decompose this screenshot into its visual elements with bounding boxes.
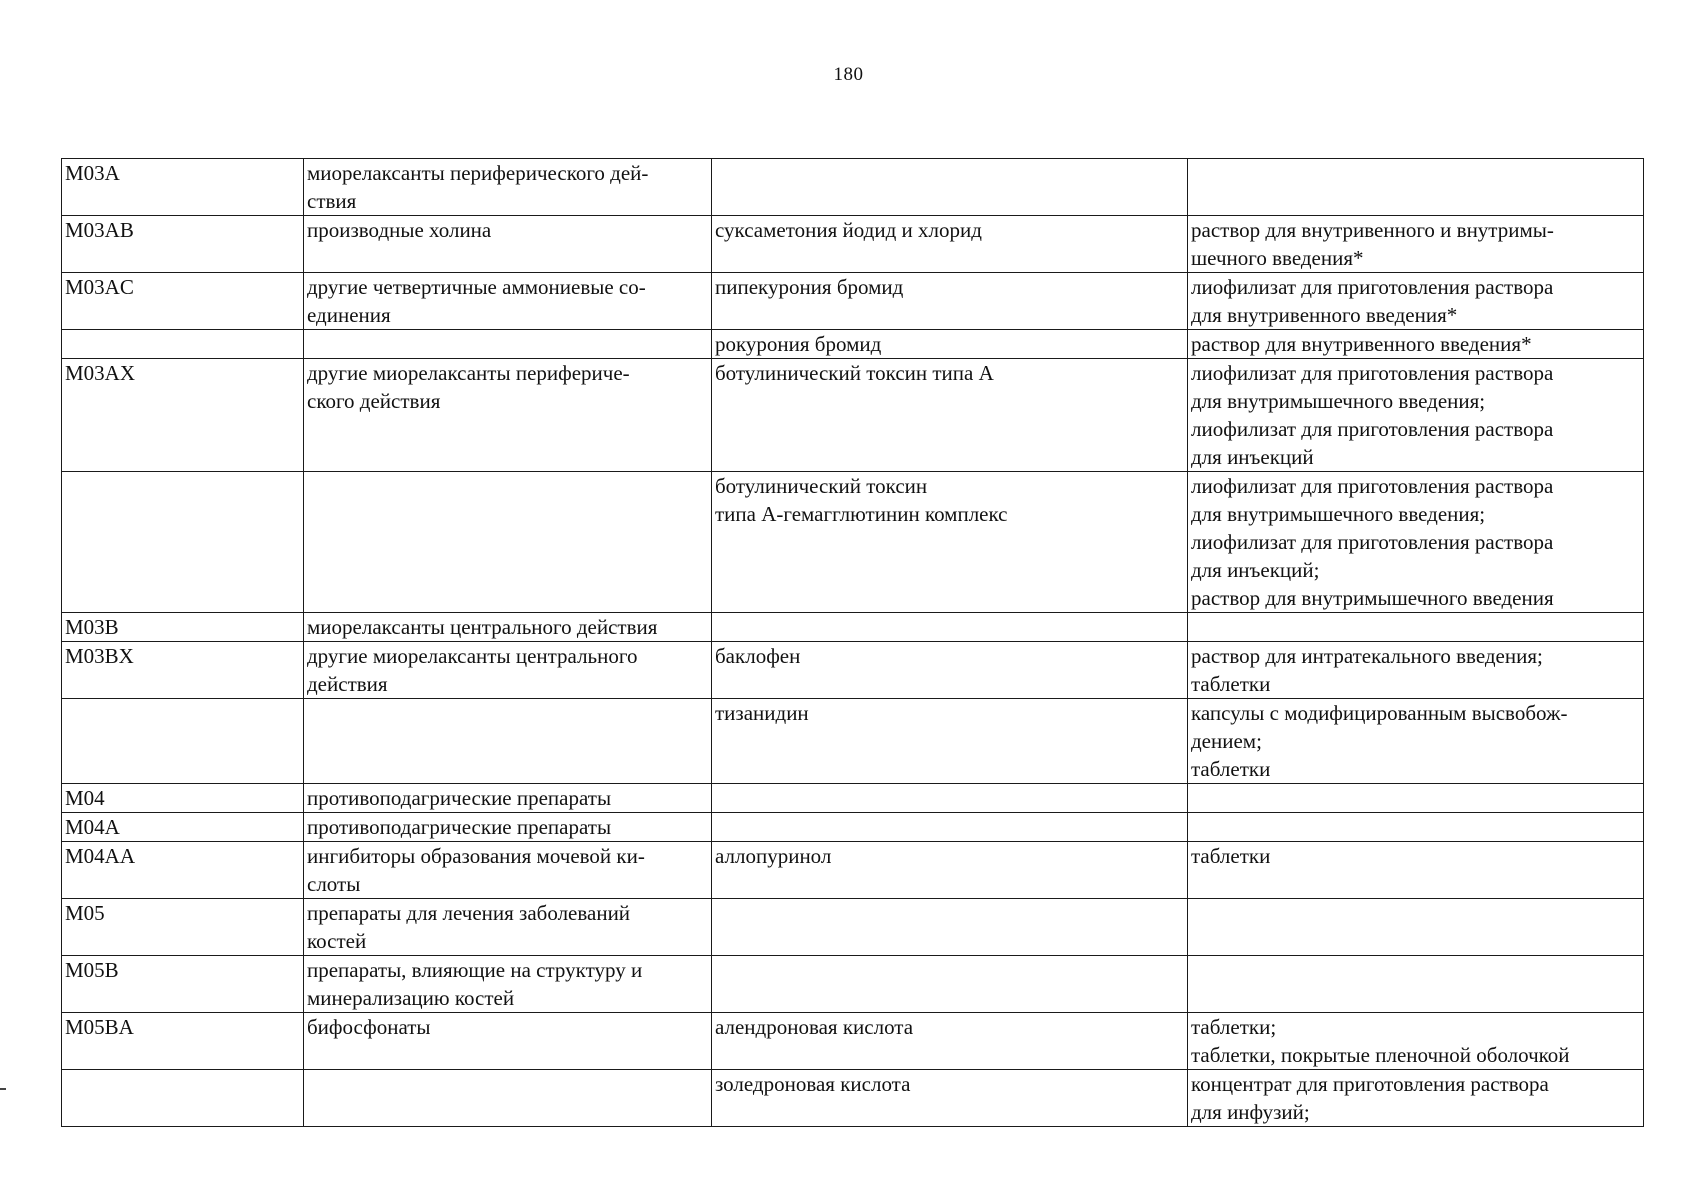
atc-code-cell	[62, 472, 304, 613]
dosage-form-line: таблетки;	[1191, 1015, 1277, 1039]
dosage-form-line: капсулы с модифицированным высвобож-	[1191, 701, 1568, 725]
group-name-line: противоподагрические препараты	[307, 815, 612, 839]
dosage-form-line: раствор для внутривенного введения*	[1191, 332, 1532, 356]
group-name-cell	[304, 642, 712, 699]
dosage-form-cell	[1188, 699, 1644, 784]
scan-edge-mark	[0, 1088, 6, 1090]
group-name-cell	[304, 842, 712, 899]
dosage-form-cell	[1188, 330, 1644, 359]
dosage-form-cell	[1188, 1070, 1644, 1127]
table-row	[62, 472, 1644, 613]
drug-name-cell	[712, 472, 1188, 613]
group-name-line: ского действия	[307, 389, 441, 413]
page-number: 180	[833, 64, 864, 85]
atc-code-cell: M03AB	[62, 216, 304, 273]
dosage-form-line: для внутримышечного введения;	[1191, 502, 1486, 526]
dosage-form-line: для внутримышечного введения;	[1191, 389, 1486, 413]
drug-name-line: ботулинический токсин типа А	[715, 361, 994, 385]
table-row	[62, 1070, 1644, 1127]
dosage-form-cell	[1188, 472, 1644, 613]
atc-code-cell	[62, 1070, 304, 1127]
dosage-form-cell	[1188, 899, 1644, 956]
group-name-line: препараты, влияющие на структуру и	[307, 958, 643, 982]
atc-code-cell: M05B	[62, 956, 304, 1013]
atc-code-cell: M05BA	[62, 1013, 304, 1070]
drug-classification-table	[61, 158, 1644, 1127]
group-name-cell	[304, 359, 712, 472]
drug-name-line: рокурония бромид	[715, 332, 882, 356]
group-name-cell	[304, 472, 712, 613]
atc-code-cell: M03BX	[62, 642, 304, 699]
group-name-cell	[304, 1013, 712, 1070]
group-name-line: действия	[307, 672, 388, 696]
atc-code-cell: M04AA	[62, 842, 304, 899]
atc-code-cell: M03AX	[62, 359, 304, 472]
dosage-form-line: шечного введения*	[1191, 246, 1364, 270]
dosage-form-cell	[1188, 613, 1644, 642]
atc-code-cell	[62, 699, 304, 784]
group-name-cell	[304, 216, 712, 273]
dosage-form-cell	[1188, 159, 1644, 216]
drug-name-cell	[712, 784, 1188, 813]
group-name-cell	[304, 784, 712, 813]
dosage-form-line: лиофилизат для приготовления раствора	[1191, 417, 1554, 441]
dosage-form-line: для инъекций;	[1191, 558, 1320, 582]
atc-code-cell: M04A	[62, 813, 304, 842]
table-row	[62, 699, 1644, 784]
dosage-form-line: дением;	[1191, 729, 1262, 753]
dosage-form-line: раствор для внутривенного и внутримы-	[1191, 218, 1554, 242]
group-name-line: костей	[307, 929, 367, 953]
group-name-line: производные холина	[307, 218, 492, 242]
drug-name-line: пипекурония бромид	[715, 275, 904, 299]
group-name-cell	[304, 273, 712, 330]
drug-name-line: типа А-гемагглютинин комплекс	[715, 502, 1008, 526]
drug-name-cell	[712, 813, 1188, 842]
drug-name-line: золедроновая кислота	[715, 1072, 911, 1096]
dosage-form-line: таблетки	[1191, 844, 1271, 868]
group-name-cell	[304, 1070, 712, 1127]
drug-name-cell	[712, 842, 1188, 899]
group-name-line: другие четвертичные аммониевые со-	[307, 275, 646, 299]
atc-code-cell: M04	[62, 784, 304, 813]
drug-name-cell	[712, 956, 1188, 1013]
group-name-line: препараты для лечения заболеваний	[307, 901, 631, 925]
dosage-form-cell	[1188, 273, 1644, 330]
table-row	[62, 330, 1644, 359]
drug-name-cell	[712, 216, 1188, 273]
table-row	[62, 642, 1644, 699]
atc-code-cell: M03AC	[62, 273, 304, 330]
table-row	[62, 216, 1644, 273]
drug-name-line: тизанидин	[715, 701, 809, 725]
group-name-line: противоподагрические препараты	[307, 786, 612, 810]
dosage-form-line: лиофилизат для приготовления раствора	[1191, 530, 1554, 554]
drug-name-cell	[712, 1013, 1188, 1070]
group-name-line: слоты	[307, 872, 361, 896]
group-name-line: миорелаксанты периферического дей-	[307, 161, 649, 185]
group-name-line: миорелаксанты центрального действия	[307, 615, 658, 639]
dosage-form-cell	[1188, 216, 1644, 273]
drug-name-cell	[712, 159, 1188, 216]
group-name-cell	[304, 330, 712, 359]
group-name-line: единения	[307, 303, 391, 327]
group-name-cell	[304, 813, 712, 842]
dosage-form-cell	[1188, 359, 1644, 472]
drug-name-cell	[712, 642, 1188, 699]
atc-code-cell: M03B	[62, 613, 304, 642]
dosage-form-line: для инфузий;	[1191, 1100, 1310, 1124]
drug-name-cell	[712, 699, 1188, 784]
drug-name-line: баклофен	[715, 644, 801, 668]
group-name-line: ингибиторы образования мочевой ки-	[307, 844, 645, 868]
atc-code-cell	[62, 330, 304, 359]
group-name-cell	[304, 159, 712, 216]
dosage-form-line: для внутривенного введения*	[1191, 303, 1458, 327]
atc-code-cell: M05	[62, 899, 304, 956]
dosage-form-line: лиофилизат для приготовления раствора	[1191, 361, 1554, 385]
group-name-line: другие миорелаксанты центрального	[307, 644, 638, 668]
table-row	[62, 613, 1644, 642]
group-name-cell	[304, 613, 712, 642]
table-row	[62, 956, 1644, 1013]
dosage-form-cell	[1188, 813, 1644, 842]
dosage-form-line: раствор для интратекального введения;	[1191, 644, 1543, 668]
table-row	[62, 359, 1644, 472]
dosage-form-line: таблетки	[1191, 672, 1271, 696]
group-name-line: минерализацию костей	[307, 986, 515, 1010]
drug-name-line: ботулинический токсин	[715, 474, 928, 498]
group-name-line: ствия	[307, 189, 357, 213]
drug-name-cell	[712, 359, 1188, 472]
group-name-cell	[304, 956, 712, 1013]
drug-name-cell	[712, 899, 1188, 956]
drug-name-cell	[712, 1070, 1188, 1127]
table-row	[62, 813, 1644, 842]
atc-code-cell: M03A	[62, 159, 304, 216]
dosage-form-cell	[1188, 642, 1644, 699]
table-row	[62, 1013, 1644, 1070]
table-row	[62, 273, 1644, 330]
table-body	[62, 159, 1644, 1127]
dosage-form-line: лиофилизат для приготовления раствора	[1191, 275, 1554, 299]
dosage-form-cell	[1188, 1013, 1644, 1070]
table-row	[62, 784, 1644, 813]
group-name-cell	[304, 699, 712, 784]
dosage-form-line: таблетки, покрытые пленочной оболочкой	[1191, 1043, 1570, 1067]
drug-name-cell	[712, 613, 1188, 642]
dosage-form-cell	[1188, 842, 1644, 899]
table-row	[62, 899, 1644, 956]
dosage-form-cell	[1188, 784, 1644, 813]
group-name-line: бифосфонаты	[307, 1015, 431, 1039]
drug-name-line: суксаметония йодид и хлорид	[715, 218, 982, 242]
dosage-form-line: для инъекций	[1191, 445, 1314, 469]
group-name-line: другие миорелаксанты периферичe-	[307, 361, 630, 385]
drug-name-line: аллопуринол	[715, 844, 832, 868]
dosage-form-line: концентрат для приготовления раствора	[1191, 1072, 1549, 1096]
table-row	[62, 159, 1644, 216]
table-row	[62, 842, 1644, 899]
group-name-cell	[304, 899, 712, 956]
drug-name-line: алендроновая кислота	[715, 1015, 914, 1039]
drug-name-cell	[712, 330, 1188, 359]
dosage-form-line: таблетки	[1191, 757, 1271, 781]
dosage-form-line: лиофилизат для приготовления раствора	[1191, 474, 1554, 498]
drug-name-cell	[712, 273, 1188, 330]
dosage-form-line: раствор для внутримышечного введения	[1191, 586, 1554, 610]
dosage-form-cell	[1188, 956, 1644, 1013]
